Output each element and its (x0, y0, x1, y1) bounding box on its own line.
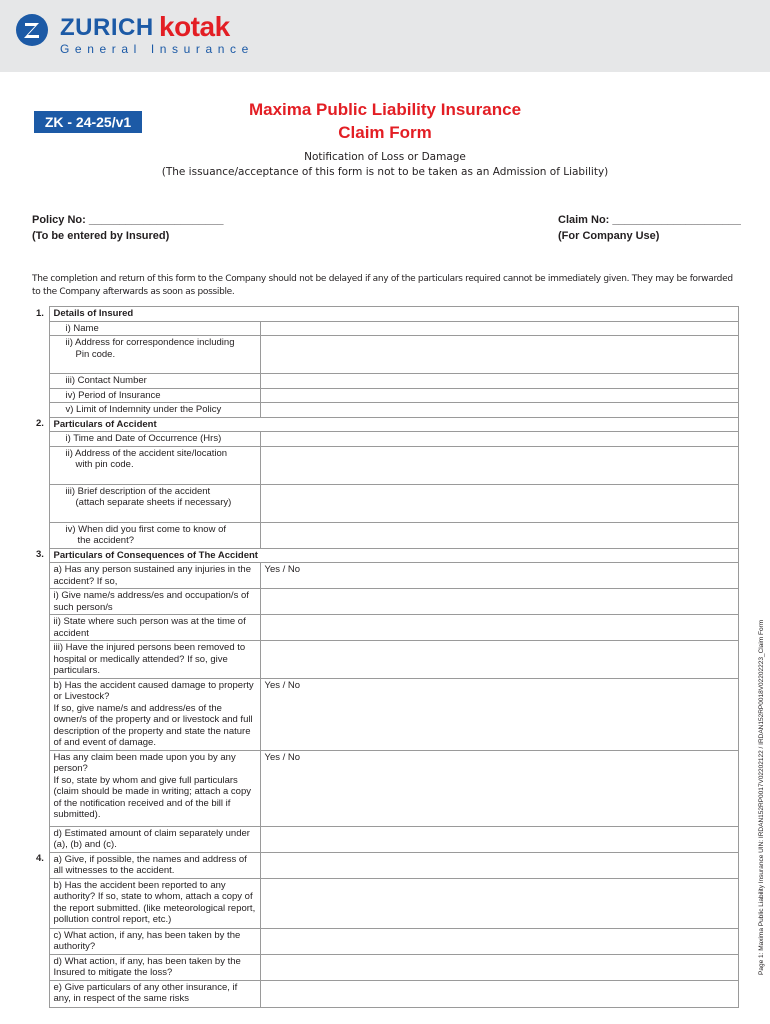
claim-number-note: (For Company Use) (558, 230, 660, 242)
table-row (32, 403, 739, 418)
brand-name-zurich: ZURICH (60, 14, 154, 41)
answer-cell[interactable] (260, 522, 739, 548)
field-label-line: b) Has the accident caused damage to property or Livestock? (53, 679, 254, 702)
section-row (32, 417, 739, 432)
section-heading: Particulars of Consequences of The Accident (49, 548, 739, 563)
field-label-line: iv) When did you first come to know of (65, 523, 227, 535)
table-row (32, 954, 739, 980)
claim-form-table (32, 306, 739, 1008)
field-label-line: ii) Address for correspondence including (65, 337, 235, 348)
table-row (32, 388, 739, 403)
answer-cell[interactable] (260, 589, 739, 615)
table-row (32, 336, 739, 374)
field-label: c) What action, if any, has been taken by the authority? (49, 928, 260, 954)
field-label: a) Give, if possible, the names and address of all witnesses to the accident. (49, 852, 260, 878)
table-row (32, 750, 739, 826)
section-number: 4. (36, 853, 44, 864)
header-band (0, 0, 770, 72)
section-heading: Particulars of Accident (49, 417, 739, 432)
policy-number-field[interactable]: Policy No: ______________________ (32, 214, 224, 226)
field-label-line: If so, state by whom and give full particulars (claim should be made in writing; attach a copy of the notification received and of the bill if submitted). (53, 774, 251, 820)
answer-cell[interactable] (260, 484, 739, 522)
yes-no-cell[interactable]: Yes / No (260, 750, 739, 826)
field-label: iii) Have the injured persons been removed to hospital or medically attended? If so, give particulars. (49, 641, 260, 679)
yes-no-cell[interactable]: Yes / No (260, 563, 739, 589)
field-label-line: iii) Brief description of the accident (65, 485, 211, 497)
notification-heading: Notification of Loss or Damage (304, 151, 466, 163)
form-subtitle: Claim Form (338, 123, 432, 142)
brand-name-kotak: kotak (159, 11, 230, 42)
field-label (49, 336, 260, 374)
answer-cell[interactable] (260, 826, 739, 852)
field-label: i) Time and Date of Occurrence (Hrs) (49, 432, 260, 447)
answer-cell[interactable] (260, 446, 739, 484)
section-number: 2. (36, 418, 44, 429)
field-label: iv) Period of Insurance (49, 388, 260, 403)
table-row (32, 641, 739, 679)
table-row (32, 563, 739, 589)
form-code-badge: ZK - 24-25/v1 (34, 111, 142, 133)
answer-cell[interactable] (260, 432, 739, 447)
field-label (49, 678, 260, 750)
intro-note: The completion and return of this form to the Company should not be delayed if any of the particulars required cannot be immediately given. They may be forwarded to the Company afterwards as soon as possible. (32, 274, 733, 297)
answer-cell[interactable] (260, 852, 739, 878)
table-row (32, 321, 739, 336)
table-row (32, 826, 739, 852)
answer-cell[interactable] (260, 336, 739, 374)
table-row (32, 374, 739, 389)
field-label-line: If so, give name/s and address/es of the owner/s of the property and or livestock and full description of the property and state the nature of and event of damage. (53, 702, 253, 748)
zurich-logo-icon (16, 14, 48, 46)
field-label: d) What action, if any, has been taken by the Insured to mitigate the loss? (49, 954, 260, 980)
field-label (49, 522, 260, 548)
field-label: e) Give particulars of any other insurance, if any, in respect of the same risks (49, 980, 260, 1007)
answer-cell[interactable] (260, 641, 739, 679)
table-row (32, 852, 739, 878)
table-row (32, 678, 739, 750)
table-row (32, 615, 739, 641)
field-label: iii) Contact Number (49, 374, 260, 389)
section-number: 1. (36, 307, 44, 319)
table-row (32, 484, 739, 522)
answer-cell[interactable] (260, 321, 739, 336)
brand-subtitle: General Insurance (60, 42, 254, 56)
answer-cell[interactable] (260, 980, 739, 1007)
table-row (32, 522, 739, 548)
section-row (32, 307, 739, 322)
section-row (32, 548, 739, 563)
answer-cell[interactable] (260, 388, 739, 403)
field-label: ii) State where such person was at the time of accident (49, 615, 260, 641)
table-row (32, 446, 739, 484)
form-title: Maxima Public Liability Insurance (248, 100, 522, 119)
table-row (32, 980, 739, 1007)
table-row (32, 432, 739, 447)
field-label-line: with pin code. (75, 459, 134, 470)
field-label: b) Has the accident been reported to any authority? If so, state to whom, attach a copy of the report submitted. (like meteorological report, pollution control report, etc.) (49, 878, 260, 928)
field-label-line: the accident? (77, 535, 135, 546)
field-label (49, 484, 260, 522)
answer-cell[interactable] (260, 954, 739, 980)
answer-cell[interactable] (260, 615, 739, 641)
yes-no-cell[interactable]: Yes / No (260, 678, 739, 750)
answer-cell[interactable] (260, 878, 739, 928)
answer-cell[interactable] (260, 374, 739, 389)
field-label: v) Limit of Indemnity under the Policy (49, 403, 260, 418)
table-row (32, 878, 739, 928)
liability-disclaimer: (The issuance/acceptance of this form is not to be taken as an Admission of Liability) (161, 166, 609, 178)
field-label: a) Has any person sustained any injuries in the accident? If so, (49, 563, 260, 589)
field-label-line: Has any claim been made upon you by any person? (53, 751, 236, 774)
field-label-line: Pin code. (75, 348, 116, 360)
answer-cell[interactable] (260, 403, 739, 418)
page-footer-note: Page 1: Maxima Public Liability Insurance UIN: IRDAN152RP0017V02202122 / IRDAN152RP0018V02202223_Claim Form (758, 619, 765, 975)
field-label: i) Give name/s address/es and occupation/s of such person/s (49, 589, 260, 615)
field-label-line: (attach separate sheets if necessary) (75, 497, 232, 508)
field-label-line: ii) Address of the accident site/location (65, 447, 228, 459)
field-label: d) Estimated amount of claim separately under (a), (b) and (c). (49, 826, 260, 852)
answer-cell[interactable] (260, 928, 739, 954)
claim-number-field[interactable]: Claim No: _____________________ (558, 214, 741, 226)
field-label (49, 446, 260, 484)
table-row (32, 928, 739, 954)
section-number: 3. (36, 549, 44, 560)
field-label: i) Name (49, 321, 260, 336)
field-label (49, 750, 260, 826)
section-heading: Details of Insured (49, 307, 739, 322)
policy-number-note: (To be entered by Insured) (32, 230, 170, 242)
table-row (32, 589, 739, 615)
